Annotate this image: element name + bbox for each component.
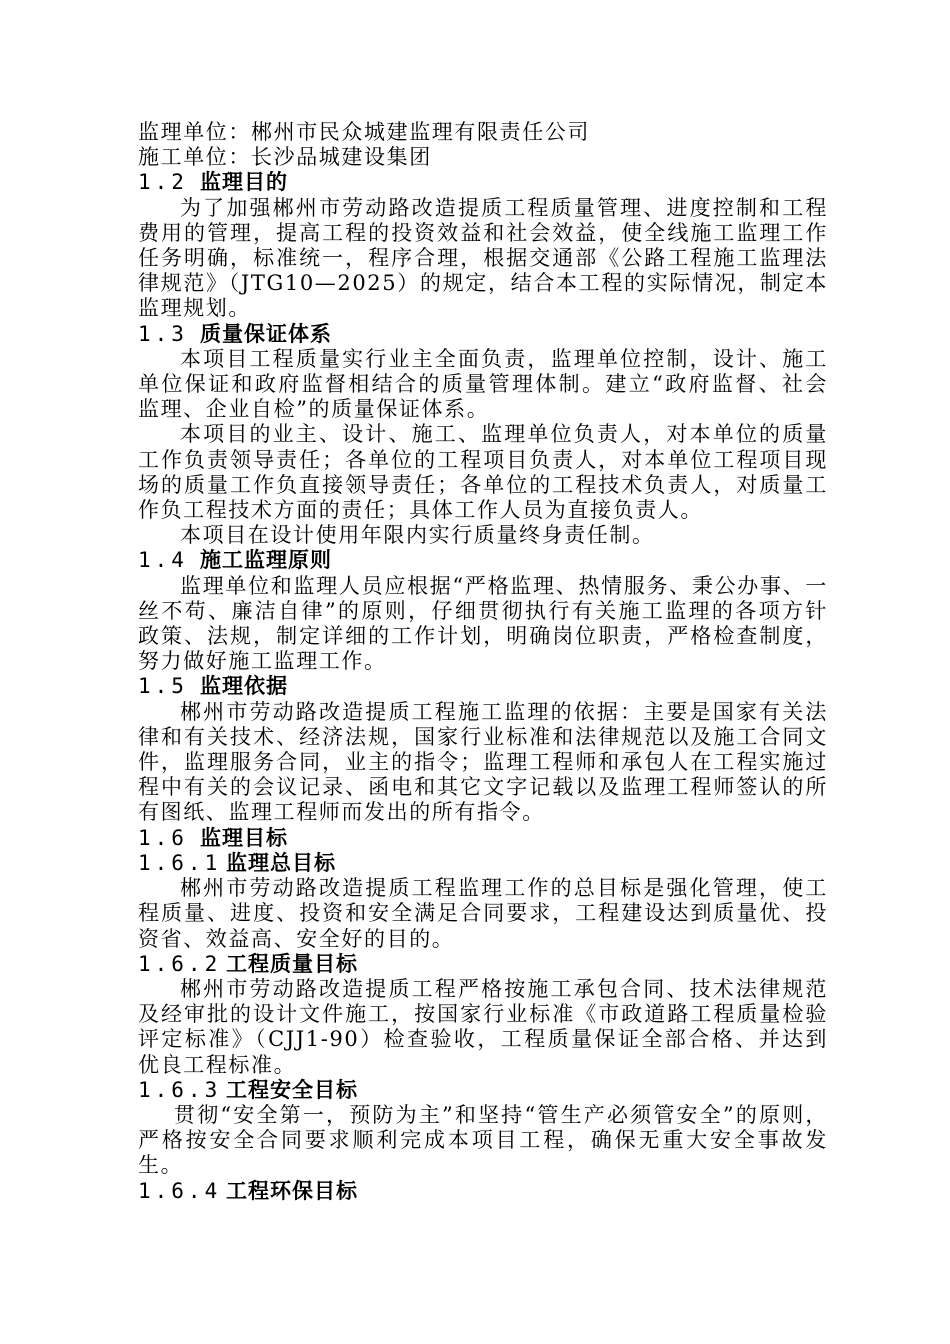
section-title: 施工监理原则: [200, 548, 332, 573]
section-title: 监理目标: [200, 825, 288, 850]
paragraph: 郴州市劳动路改造提质工程施工监理的依据：主要是国家有关法律和有关技术、经济法规，国家行业标准和法律规范以及施工合同文件，监理服务合同，业主的指令；监理工程师和承包人在工程实施过程中有关的会议记录、函电和其它文字记载以及监理工程师签认的所有图纸、监理工程师而发出的所有指令。: [138, 699, 828, 825]
paragraph: 郴州市劳动路改造提质工程严格按施工承包合同、技术法律规范及经审批的设计文件施工，按国家行业标准《市政道路工程质量检验评定标准》（CJJ1-90）检查验收，工程质量保证全部合格、并达到优良工程标准。: [138, 976, 828, 1077]
section-heading-1-6-1: [138, 851, 828, 876]
section-number: 1.5: [138, 674, 188, 699]
section-number: 1.6.4: [138, 1178, 222, 1203]
supervision-unit-line: 监理单位：郴州市民众城建监理有限责任公司: [138, 120, 590, 144]
section-title: 质量保证体系: [200, 321, 332, 346]
section-heading-1-2: [138, 170, 828, 195]
section-heading-1-4: [138, 548, 828, 573]
section-heading-1-6-2: [138, 952, 828, 977]
section-title: 工程质量目标: [226, 951, 358, 976]
section-title: 监理目的: [200, 170, 288, 195]
section-title: 工程安全目标: [226, 1077, 358, 1102]
section-heading-1-6-4: [138, 1179, 828, 1204]
section-number: 1.4: [138, 548, 188, 573]
paragraph: 本项目工程质量实行业主全面负责，监理单位控制，设计、施工单位保证和政府监督相结合的质量管理体制。建立“政府监督、社会监理、企业自检”的质量保证体系。: [138, 346, 828, 422]
section-number: 1.3: [138, 321, 188, 346]
paragraph: 本项目的业主、设计、施工、监理单位负责人，对本单位的质量工作负责领导责任；各单位的工程项目负责人，对本单位工程项目现场的质量工作负直接领导责任；各单位的工程技术负责人，对质量工作负工程技术方面的责任；具体工作人员为直接负责人。: [138, 422, 828, 523]
section-number: 1.6.3: [138, 1077, 222, 1102]
section-title: 监理总目标: [226, 850, 336, 875]
section-heading-1-3: [138, 322, 828, 347]
construction-unit-line: 施工单位：长沙品城建设集团: [138, 145, 432, 170]
paragraph: 郴州市劳动路改造提质工程监理工作的总目标是强化管理，使工程质量、进度、投资和安全满足合同要求，工程建设达到质量优、投资省、效益高、安全好的目的。: [138, 876, 828, 951]
paragraph: 本项目在设计使用年限内实行质量终身责任制。: [180, 523, 655, 548]
section-number: 1.2: [138, 170, 188, 195]
section-heading-1-6: [138, 826, 828, 851]
paragraph: 贯彻“安全第一，预防为主”和坚持“管生产必须管安全”的原则，严格按安全合同要求顺利完成本项目工程，确保无重大安全事故发生。: [138, 1102, 828, 1178]
section-heading-1-5: [138, 674, 828, 699]
paragraph: 为了加强郴州市劳动路改造提质工程质量管理、进度控制和工程费用的管理，提高工程的投资效益和社会效益，使全线施工监理工作任务明确，标准统一，程序合理，根据交通部《公路工程施工监理法律规范》（JTG10—2025）的规定，结合本工程的实际情况，制定本监理规划。: [138, 195, 828, 321]
paragraph: 监理单位和监理人员应根据“严格监理、热情服务、秉公办事、一丝不苟、廉洁自律”的原则，仔细贯彻执行有关施工监理的各项方针政策、法规，制定详细的工作计划，明确岗位职责，严格检查制度，努力做好施工监理工作。: [138, 573, 828, 674]
document-page: [138, 120, 828, 1204]
section-number: 1.6: [138, 825, 188, 850]
section-number: 1.6.1: [138, 850, 222, 875]
section-number: 1.6.2: [138, 951, 222, 976]
section-heading-1-6-3: [138, 1078, 828, 1103]
section-title: 工程环保目标: [226, 1178, 358, 1203]
section-title: 监理依据: [200, 674, 288, 699]
